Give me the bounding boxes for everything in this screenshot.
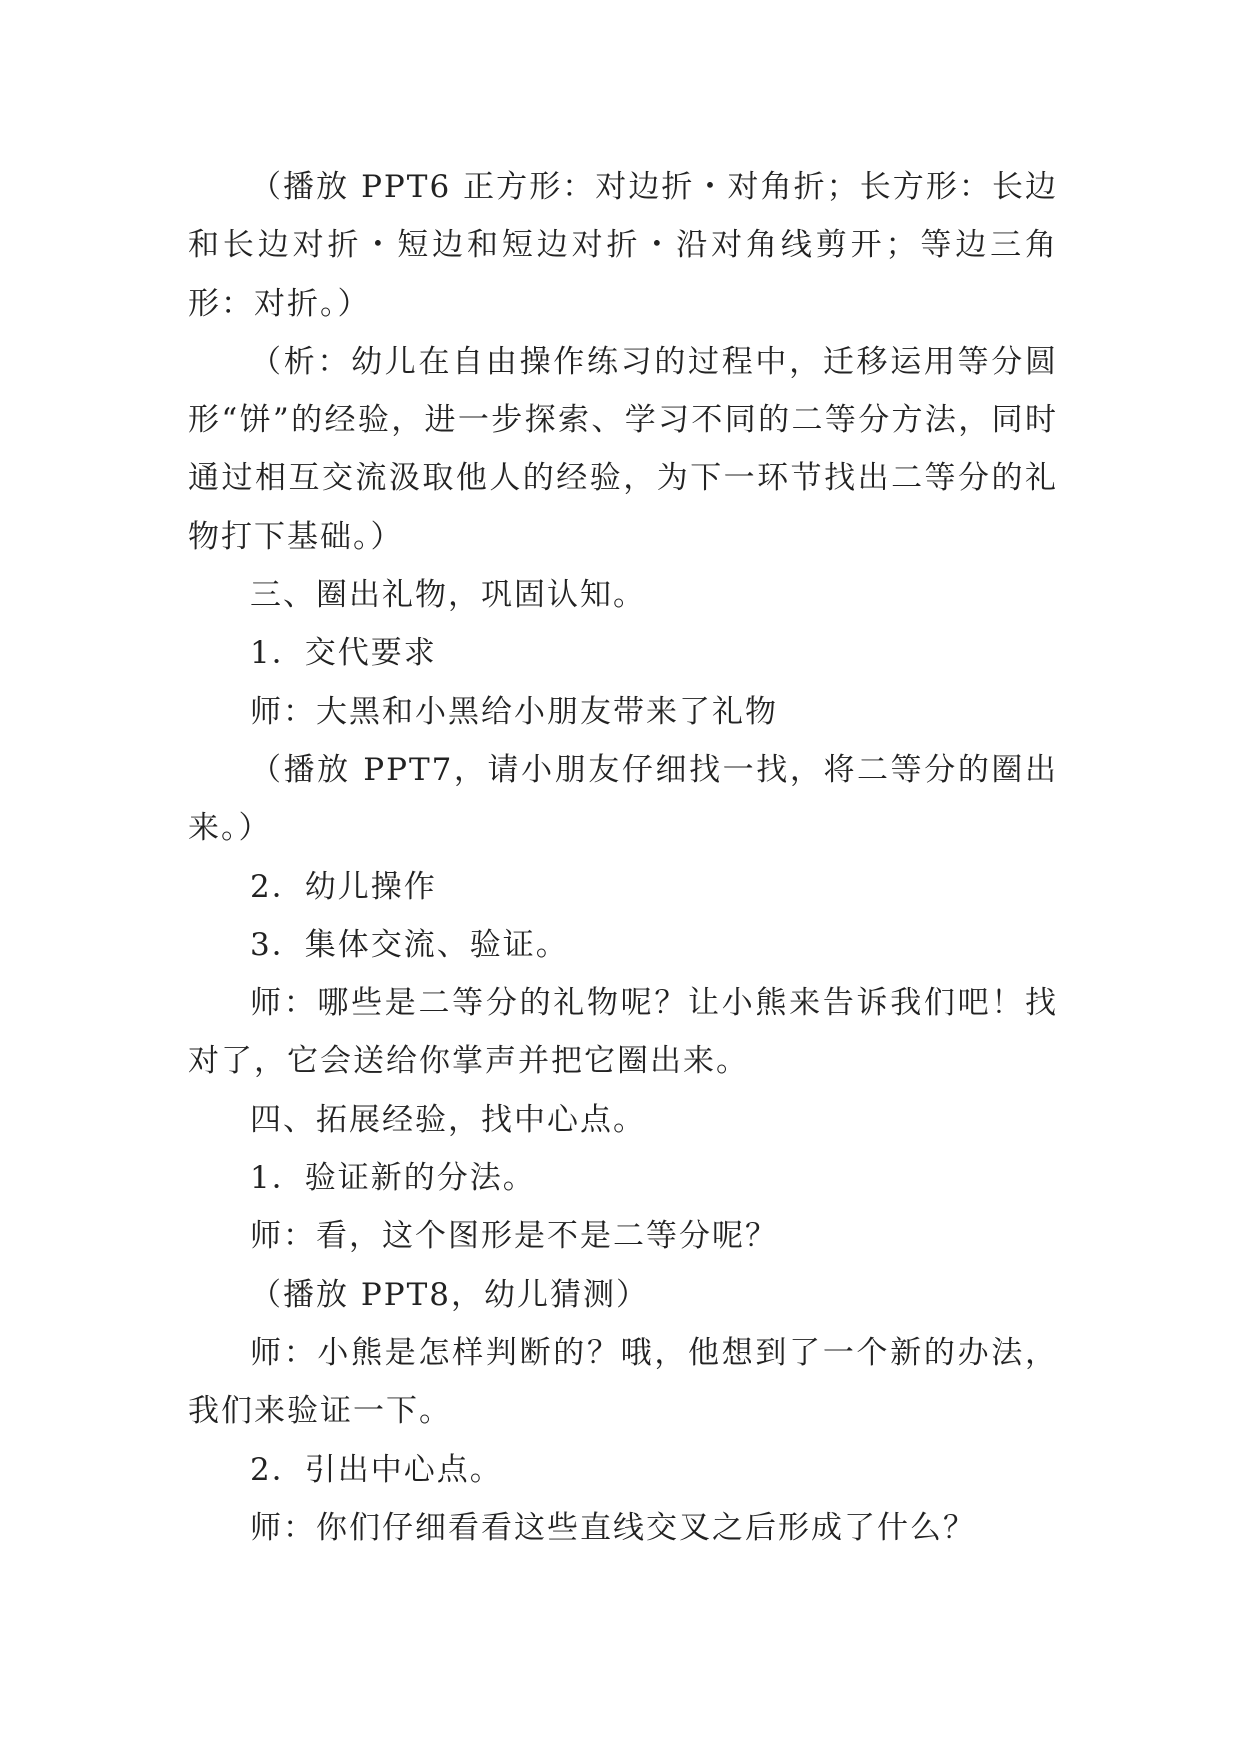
teacher-line-bear: 师：小熊是怎样判断的？哦，他想到了一个新的办法，我们来验证一下。 bbox=[188, 1334, 1058, 1430]
document-body bbox=[188, 158, 1058, 1557]
step-2-center: 2．引出中心点。 bbox=[250, 1451, 503, 1488]
paragraph-ppt7-instructions: （播放 PPT7，请小朋友仔细找一找，将二等分的圈出来。） bbox=[188, 751, 1058, 847]
teacher-line-look: 师：看，这个图形是不是二等分呢？ bbox=[250, 1218, 778, 1255]
section-heading-3: 三、圈出礼物，巩固认知。 bbox=[250, 577, 646, 614]
step-1-requirements: 1．交代要求 bbox=[250, 635, 437, 672]
paragraph-analysis: （析：幼儿在自由操作练习的过程中，迁移运用等分圆形“饼”的经验，进一步探索、学习不同的二等分方法，同时通过相互交流汲取他人的经验，为下一环节找出二等分的礼物打下基础。） bbox=[188, 343, 1058, 555]
section-heading-4: 四、拓展经验，找中心点。 bbox=[250, 1101, 646, 1138]
paragraph-ppt8: （播放 PPT8，幼儿猜测） bbox=[250, 1276, 649, 1313]
step-1-verify: 1．验证新的分法。 bbox=[250, 1160, 536, 1197]
teacher-line-gifts: 师：大黑和小黑给小朋友带来了礼物 bbox=[250, 693, 778, 730]
paragraph-ppt6-instructions: （播放 PPT6 正方形：对边折・对角折；长方形：长边和长边对折・短边和短边对折・沿对角线剪开；等边三角形：对折。） bbox=[188, 169, 1058, 322]
step-3-exchange: 3．集体交流、验证。 bbox=[250, 926, 569, 963]
step-2-operation: 2．幼儿操作 bbox=[250, 868, 437, 905]
teacher-line-lines: 师：你们仔细看看这些直线交叉之后形成了什么？ bbox=[250, 1509, 976, 1546]
teacher-line-which-gifts: 师：哪些是二等分的礼物呢？让小熊来告诉我们吧！找对了，它会送给你掌声并把它圈出来。 bbox=[188, 985, 1058, 1080]
